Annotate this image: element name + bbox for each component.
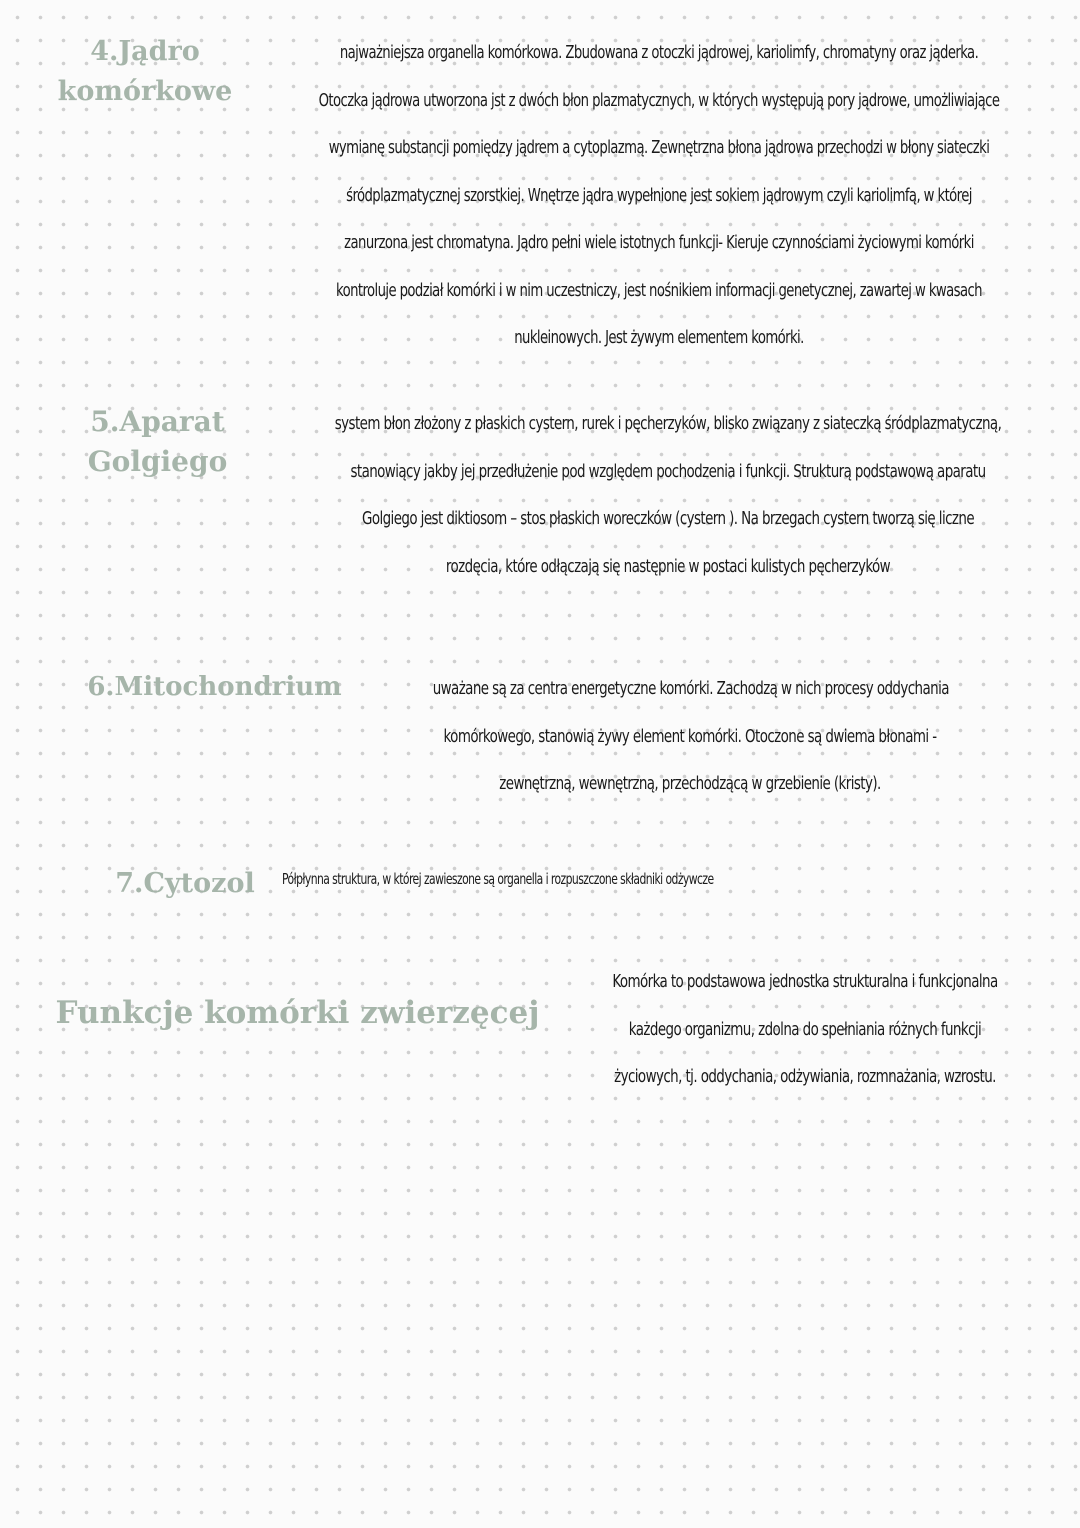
description-line: system błon złożony z płaskich cystern, rurek i pęcherzyków, blisko związany z siateczką śródplazmatyczną, xyxy=(334,413,1002,434)
heading-line: Golgiego xyxy=(87,445,228,478)
heading-line: Funkcje komórki zwierzęcej xyxy=(55,995,540,1031)
section-description-golgi xyxy=(258,400,1078,590)
description-line: Golgiego jest diktiosom – stos płaskich woreczków (cystern ). Na brzegach cystern tworzą się liczne xyxy=(361,508,975,529)
description-line: Komórka to podstawowa jednostka strukturalna i funkcjonalna xyxy=(612,971,998,992)
description-line: najważniejsza organella komórkowa. Zbudowana z otoczki jądrowej, kariolimfy, chromatyny oraz jąderka. xyxy=(339,43,979,63)
heading-line: 4.Jądro xyxy=(90,36,200,67)
description-line: Półpłynna struktura, w której zawieszone są organella i rozpuszczone składniki odżywcze xyxy=(282,870,714,888)
functions-description xyxy=(560,958,1050,1101)
heading-line: komórkowe xyxy=(57,76,233,107)
description-line: Otoczka jądrowa utworzona jst z dwóch błon plazmatycznych, w których występują pory jądrowe, umożliwiające xyxy=(318,90,1000,111)
section-heading-nucleus xyxy=(40,32,250,112)
description-line: wymianę substancji pomiędzy jądrem a cytoplazmą. Zewnętrzna błona jądrowa przechodzi w błony siateczki xyxy=(328,138,990,158)
heading-line: 7.Cytozol xyxy=(115,868,255,899)
section-description-cytozol xyxy=(282,862,852,896)
section-heading-cytozol xyxy=(100,864,270,904)
description-line: komórkowego, stanowią żywy element komórki. Otoczone są dwiema błonami - xyxy=(443,725,937,747)
description-line: stanowiący jakby jej przedłużenie pod względem pochodzenia i funkcji. Strukturą podstawową aparatu xyxy=(350,460,986,482)
description-line: zewnętrzną, wewnętrzną, przechodzącą w grzebienie (kristy). xyxy=(499,773,881,794)
section-description-mitochondrium xyxy=(380,665,1000,808)
description-line: rozdęcia, które odłączają się następnie w postaci kulistych pęcherzyków xyxy=(445,555,891,577)
description-line: śródplazmatycznej szorstkiej. Wnętrze jądra wypełnione jest sokiem jądrowym czyli kariolimfą, w której xyxy=(346,185,972,206)
description-line: każdego organizmu, zdolna do spełniania różnych funkcji xyxy=(628,1018,982,1040)
description-line: życiowych, tj. oddychania, odżywiania, rozmnażania, wzrostu. xyxy=(614,1066,996,1087)
functions-heading xyxy=(30,992,565,1034)
description-line: zanurzona jest chromatyna. Jądro pełni wiele istotnych funkcji- Kieruje czynnościami życiowymi komórki xyxy=(344,233,974,253)
section-description-nucleus xyxy=(238,30,1080,363)
heading-line: 6.Mitochondrium xyxy=(87,672,342,702)
heading-line: 5.Aparat xyxy=(90,405,225,438)
section-heading-golgi xyxy=(70,402,245,482)
section-heading-mitochondrium xyxy=(62,667,367,707)
description-line: nukleinowych. Jest żywym elementem komórki. xyxy=(514,328,804,348)
description-line: kontroluje podział komórki i w nim uczestniczy, jest nośnikiem informacji genetycznej, zawartej w kwasach xyxy=(336,280,982,301)
description-line: uważane są za centra energetyczne komórki. Zachodzą w nich procesy oddychania xyxy=(432,678,949,699)
